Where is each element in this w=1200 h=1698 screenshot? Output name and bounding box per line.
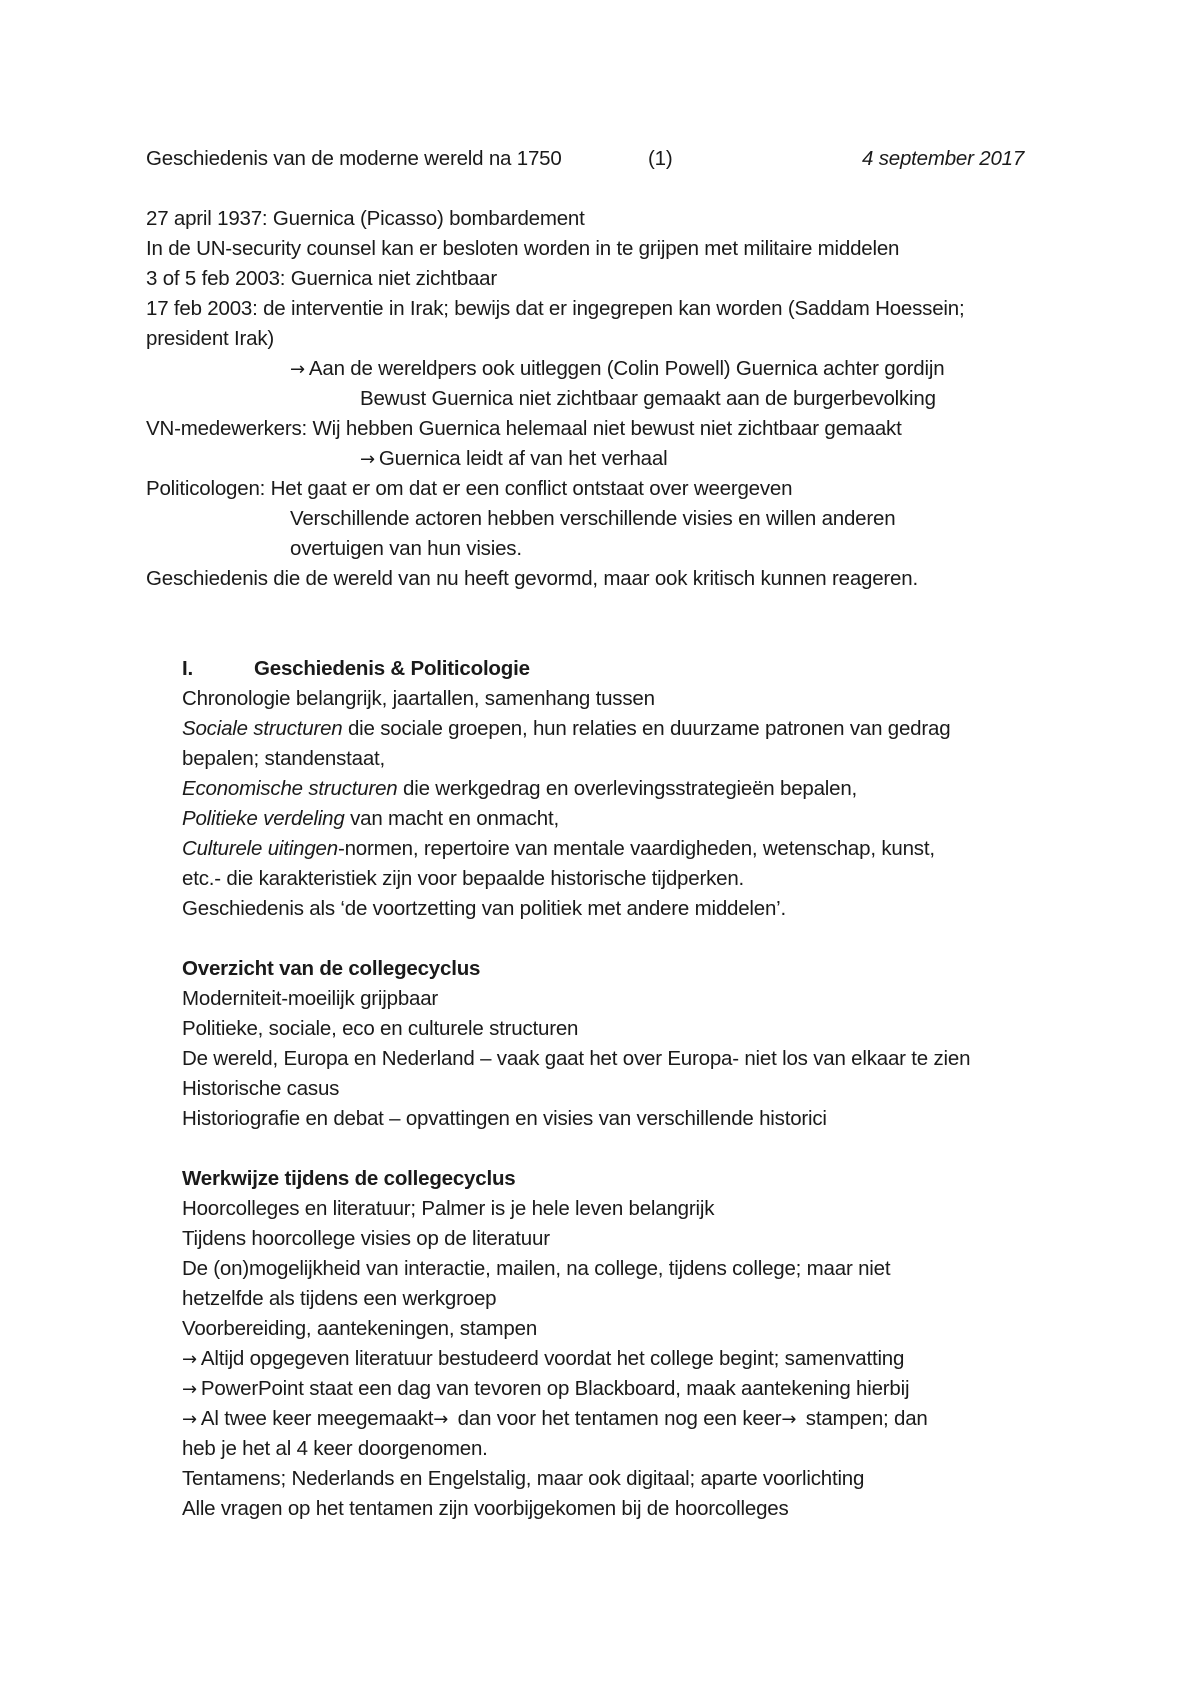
- intro-line: Geschiedenis die de wereld van nu heeft gevormd, maar ook kritisch kunnen reageren.: [146, 567, 918, 590]
- arrow-icon: →: [182, 1349, 197, 1370]
- overzicht-line: Historiografie en debat – opvattingen en visies van verschillende historici: [182, 1107, 827, 1130]
- werkwijze-line: Voorbereiding, aantekeningen, stampen: [182, 1317, 538, 1340]
- section-line: Geschiedenis als ‘de voortzetting van politiek met andere middelen’.: [182, 897, 787, 920]
- section-line: Economische structuren die werkgedrag en overlevingsstrategieën bepalen,: [182, 777, 858, 800]
- werkwijze-line: hetzelfde als tijdens een werkgroep: [182, 1287, 497, 1310]
- section-line: Chronologie belangrijk, jaartallen, samenhang tussen: [182, 687, 655, 710]
- section-line: Politieke verdeling van macht en onmacht,: [182, 807, 559, 830]
- intro-arrow-line: → Aan de wereldpers ook uitleggen (Colin Powell) Guernica achter gordijn: [290, 357, 945, 380]
- document-date: 4 september 2017: [862, 147, 1025, 170]
- overzicht-line: Historische casus: [182, 1077, 340, 1100]
- overzicht-line: De wereld, Europa en Nederland – vaak gaat het over Europa- niet los van elkaar te zien: [182, 1047, 971, 1070]
- werkwijze-line: Tijdens hoorcollege visies op de literatuur: [182, 1227, 550, 1250]
- intro-line: In de UN-security counsel kan er besloten worden in te grijpen met militaire middelen: [146, 237, 900, 260]
- section-line: Culturele uitingen-normen, repertoire van mentale vaardigheden, wetenschap, kunst,: [182, 837, 935, 860]
- section-number: I.: [182, 657, 193, 680]
- section-line: bepalen; standenstaat,: [182, 747, 386, 770]
- arrow-icon: →: [433, 1409, 449, 1430]
- intro-line: VN-medewerkers: Wij hebben Guernica helemaal niet bewust niet zichtbaar gemaakt: [146, 417, 902, 440]
- section-line: etc.- die karakteristiek zijn voor bepaalde historische tijdperken.: [182, 867, 745, 890]
- overzicht-line: Moderniteit-moeilijk grijpbaar: [182, 987, 439, 1010]
- arrow-icon: →: [182, 1409, 197, 1430]
- werkwijze-heading: Werkwijze tijdens de collegecyclus: [182, 1167, 516, 1190]
- intro-line: overtuigen van hun visies.: [290, 537, 522, 560]
- intro-line: 3 of 5 feb 2003: Guernica niet zichtbaar: [146, 267, 497, 290]
- werkwijze-line: Tentamens; Nederlands en Engelstalig, maar ook digitaal; aparte voorlichting: [182, 1467, 865, 1490]
- intro-line: 27 april 1937: Guernica (Picasso) bombardement: [146, 207, 585, 230]
- intro-line: 17 feb 2003: de interventie in Irak; bewijs dat er ingegrepen kan worden (Saddam Hoessein;: [146, 297, 965, 320]
- intro-arrow-line: → Guernica leidt af van het verhaal: [360, 447, 668, 470]
- section-line: Sociale structuren die sociale groepen, hun relaties en duurzame patronen van gedrag: [182, 717, 951, 740]
- overzicht-line: Politieke, sociale, eco en culturele structuren: [182, 1017, 579, 1040]
- werkwijze-arrow-line: → PowerPoint staat een dag van tevoren op Blackboard, maak aantekening hierbij: [182, 1377, 910, 1400]
- werkwijze-line: Hoorcolleges en literatuur; Palmer is je hele leven belangrijk: [182, 1197, 715, 1220]
- intro-line: president Irak): [146, 327, 275, 350]
- intro-line: Verschillende actoren hebben verschillende visies en willen anderen: [290, 507, 896, 530]
- arrow-icon: →: [781, 1409, 797, 1430]
- section-heading: Geschiedenis & Politicologie: [254, 657, 530, 680]
- arrow-icon: →: [290, 359, 305, 380]
- werkwijze-arrow-line: → Altijd opgegeven literatuur bestudeerd voordat het college begint; samenvatting: [182, 1347, 905, 1370]
- arrow-icon: →: [360, 449, 375, 470]
- werkwijze-line: De (on)mogelijkheid van interactie, mailen, na college, tijdens college; maar niet: [182, 1257, 891, 1280]
- werkwijze-line: heb je het al 4 keer doorgenomen.: [182, 1437, 488, 1460]
- intro-line: Bewust Guernica niet zichtbaar gemaakt aan de burgerbevolking: [360, 387, 936, 410]
- werkwijze-line: Alle vragen op het tentamen zijn voorbijgekomen bij de hoorcolleges: [182, 1497, 789, 1520]
- arrow-icon: →: [182, 1379, 197, 1400]
- werkwijze-arrow-line: → Al twee keer meegemaakt→ dan voor het tentamen nog een keer→ stampen; dan: [182, 1407, 928, 1430]
- intro-line: Politicologen: Het gaat er om dat er een conflict ontstaat over weergeven: [146, 477, 793, 500]
- overzicht-heading: Overzicht van de collegecyclus: [182, 957, 481, 980]
- lecture-number: (1): [648, 147, 673, 170]
- document-title: Geschiedenis van de moderne wereld na 1750: [146, 147, 562, 170]
